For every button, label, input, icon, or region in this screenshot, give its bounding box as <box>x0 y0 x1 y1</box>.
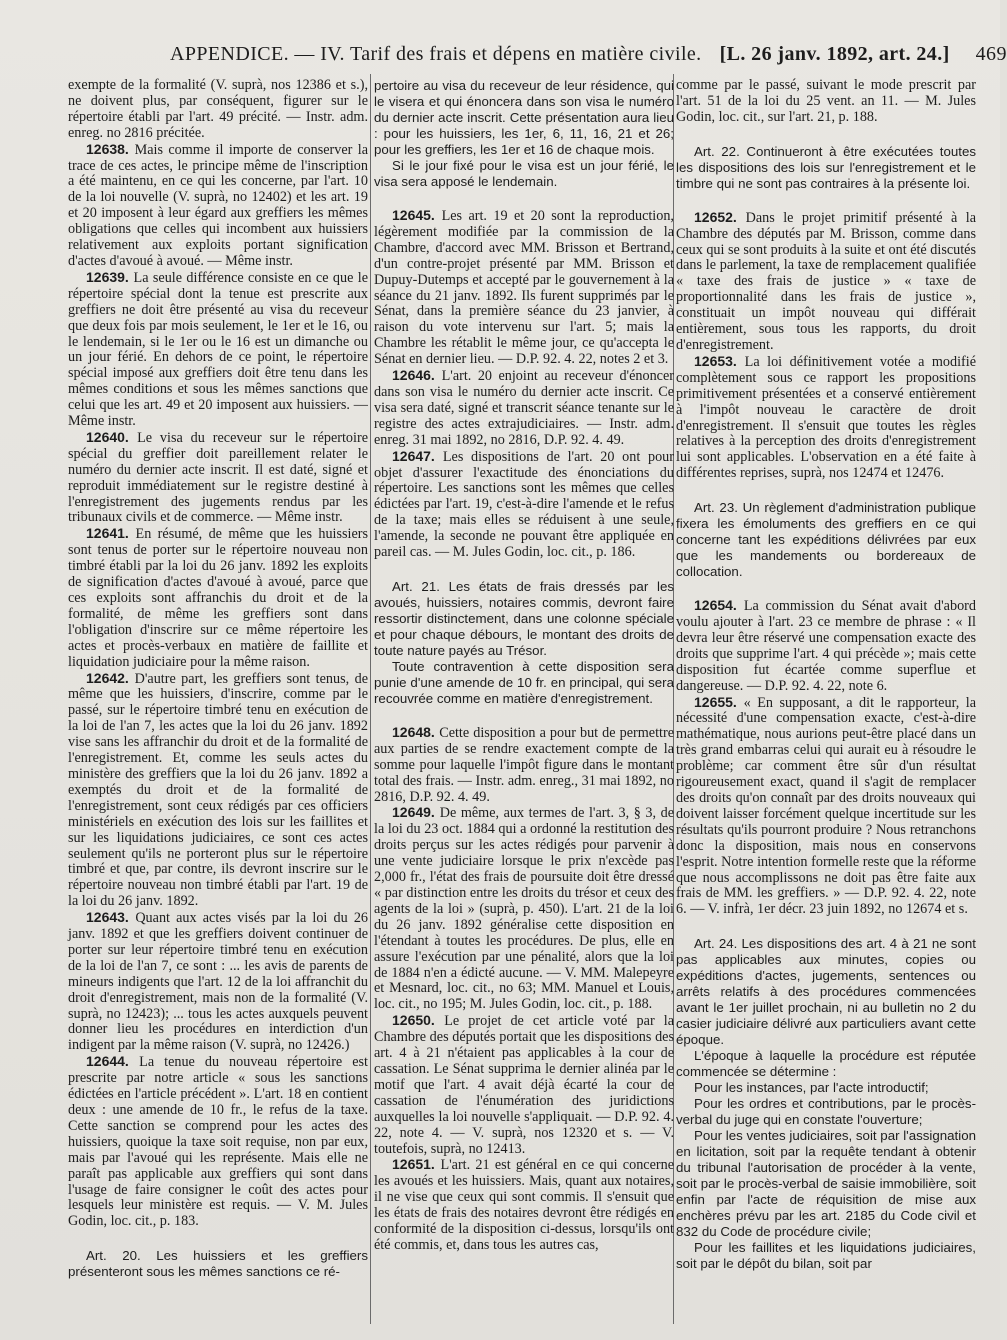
paragraph-text: L'art. 20 enjoint au receveur d'énoncer dans son visa le numéro du dernier acte inscrit. Ce visa sera daté, signé et transcrit séance tenante sur le registre des actes extrajudiciaires. — Instr. adm. enreg. 31 mai 1892, no 2816, D.P. 92. 4. 49. <box>374 368 674 448</box>
paragraph-text: pertoire au visa du receveur de leur résidence, qui le visera et qui énoncera dans son visa le numéro du dernier acte inscrit. Cette présentation aura lieu : pour les huissiers, les 1er, 6, 11, 16, 21 et 26; pour les greffiers, les 1er et 16 de chaque mois. <box>374 78 674 157</box>
paragraph-text: La tenue du nouveau répertoire est prescrite par notre article « sous les sanctions édictées en l'article précédent ». L'art. 18 en contient deux : une amende de 10 fr., le refus de la taxe. Cette sanction se comprend pour les actes des huissiers, quoique la taxe soit requise, non par eux, mais par l'avoué qui les représente. Mais elle ne paraît pas applicable aux greffiers qui sont dans l'usage de faire consigner le coût des actes pour lesquels leur ministère est requis. — V. M. Jules Godin, loc. cit., p. 183. <box>68 1054 368 1230</box>
paragraph-text: Les art. 19 et 20 sont la reproduction, légèrement modifiée par la commission de la Chambre, d'accord avec MM. Brisson et Bertrand, d'un contre-projet présenté par MM. Brisson et Dupuy-Dutemps et accepté par le gouvernement à la séance du 21 janv. 1892. Ils furent supprimés par le Sénat, dans la première séance du 23 janvier, à raison du vote intervenu sur l'art. 5; mais la Chambre les rétablit le même jour, ce qu'accepta le Sénat en dernier lieu. — D.P. 92. 4. 22, notes 2 et 3. <box>374 208 674 368</box>
section-gap <box>374 707 674 725</box>
paragraph-text: Mais comme il importe de conserver la trace de ces actes, le principe même de l'inscription a été maintenu, en ce qui les concerne, par l'art. 10 de la loi nouvelle (V. suprà, no 12402) et les art. 19 et 20 imposent à leur égard aux greffiers les mêmes obligations que celles qui incombent aux huissiers relativement aux exploits portant signification d'actes d'avoué à avoué. — Même instr. <box>68 141 369 269</box>
paragraph-text: D'autre part, les greffiers sont tenus, de même que les huissiers, d'inscrire, comme par le passé, sur le répertoire timbré tenu en exécution de la loi de l'an 7, les actes que la loi du 26 janv. 1892 vise sans les affranchir du droit et de la formalité de l'enregistrement. Et, comme les seuls actes du ministère des greffiers que la loi du 26 janv. 1892 a exemptés du droit et de la formalité de l'enregistrement, sont ceux rédigés par ces officiers ministériels en exécution des lois sur les faillites et sur les liquidations judiciaires, ce sont ces actes seulement qu'ils ne porteront plus sur le répertoire timbré et que, par contre, ils devront inscrire sur le répertoire nouveau non timbré établi par l'art. 19 de la loi du 26 janv. 1892. <box>68 670 368 910</box>
paragraph-text: « En supposant, a dit le rapporteur, la nécessité d'une compensation exacte, c'est-à-dire mathématique, nous aurions peut-être placé dans un très grand embarras celui qui aurait eu à résoudre le problème; car comment être sûr d'un résultat rigoureusement exact, quand il s'agit de remplacer des droits qu'on connaît par des droits nouveaux qui doivent laisser forcément quelque incertitude sur les résultats qu'ils pourront produire ? Nous retranchons donc la disposition, mais nous en conservons l'esprit. Notre intention formelle reste que la réforme que nous accomplissons ne doit pas être faite aux frais de MM. les greffiers. » — D.P. 92. 4. 22, note 6. — V. infrà, 1er décr. 23 juin 1892, no 12674 et s. <box>676 694 976 918</box>
commentary-paragraph <box>374 368 674 449</box>
text-column-right <box>676 78 976 1328</box>
law-reference: [L. 26 janv. 1892, art. 24.] <box>719 42 950 65</box>
paragraph-text: La seule différence consiste en ce que le répertoire spécial dont la tenue est prescrite aux greffiers ne doit être présenté au visa du receveur que deux fois par mois seulement, le 1er et le 16, ou le lendemain, si le 1er ou le 16 est un dimanche ou un jour férié. En dehors de ce point, le répertoire spécial imposé aux greffiers doit être tenu dans les mêmes conditions et sous les mêmes sanctions que celui que les art. 49 et 20 imposent aux huissiers. — Même instr. <box>68 269 368 430</box>
paragraph-text: comme par le passé, suivant le mode prescrit par l'art. 51 de la loi du 25 vent. an 11. — M. Jules Godin, loc. cit., sur l'art. 21, p. 188. <box>676 77 976 125</box>
paragraph-text: Quant aux actes visés par la loi du 26 janv. 1892 et que les greffiers doivent continuer de porter sur leur répertoire timbré tenu en exécution de la loi de l'an 7, ce sont : ... les avis de parents de mineurs indigents que l'art. 12 de la loi affranchit du droit d'enregistrement, mais non de la formalité (V. suprà, no 12423); ... tous les actes auxquels peuvent donner lieu les procédures en interdiction d'un indigent par la même raison (V. suprà, no 12426.) <box>68 910 369 1054</box>
running-title: APPENDICE. — IV. Tarif des frais et dépens en matière civile. <box>170 42 702 65</box>
commentary-paragraph <box>676 695 976 919</box>
paragraph-number: 12646. <box>392 367 442 384</box>
paragraph-text: exempte de la formalité (V. suprà, nos 12386 et s.), ne doivent plus, par conséquent, figurer sur le répertoire établi par l'art. 49 précité. — Instr. adm. enreg. no 2816 précitée. <box>68 77 368 141</box>
paragraph-text: Cette disposition a pour but de permettre aux parties de se rendre exactement compte de la somme pour laquelle l'impôt figure dans le montant total des frais. — Instr. adm. enreg., 31 mai 1892, no 2816, D.P. 92. 4. 49. <box>374 724 674 805</box>
law-article-text <box>374 158 674 190</box>
section-gap <box>374 561 674 579</box>
paragraph-text: Les états de frais dressés par les avoués, huissiers, notaires commis, devront faire ressortir distinctement, dans une colonne spéciale et pour chaque débours, le montant des droits de toute nature payés au Trésor. <box>374 578 674 658</box>
paragraph-text: Les dispositions de l'art. 20 ont pour objet d'assurer l'exactitude des énonciations du répertoire. Les sanctions sont les mêmes que celles édictées par l'art. 19, c'est-à-dire l'amende et le refus de la taxe; mais elles se réduisent à une seule, l'amende, la seconde ne pouvant être appliquée en pareil cas. — M. Jules Godin, loc. cit., p. 186. <box>374 448 674 561</box>
commentary-paragraph <box>676 210 976 354</box>
paragraph-number: 12643. <box>86 909 136 926</box>
commentary-paragraph <box>68 671 368 911</box>
paragraph-number: 12655. <box>694 693 744 710</box>
section-gap <box>676 918 976 936</box>
law-article-text <box>676 936 976 1048</box>
paragraph-number: 12653. <box>694 352 745 369</box>
paragraph-number: 12644. <box>86 1053 140 1070</box>
paragraph-text: Le projet de cet article voté par la Chambre des députés portait que les dispositions des art. 4 à 21 n'étaient pas applicables à la cour de cassation. Le Sénat supprima le dernier alinéa par le motif que l'art. 4 avait déjà écarté la cour de cassation de l'énumération des juridictions auxquelles la loi nouvelle s'appliquait. — D.P. 92. 4. 22, note 4. — V. suprà, nos 12320 et s. — V. toutefois, suprà, no 12413. <box>374 1013 674 1157</box>
commentary-paragraph <box>68 1054 368 1230</box>
section-gap <box>676 580 976 598</box>
article-label: Art. 20. <box>86 1248 157 1264</box>
paragraph-text: Le visa du receveur sur le répertoire spécial du greffier doit pareillement relater le numéro du dernier acte inscrit. Il est daté, signé et reproduit immédiatement sur le registre destiné à l'enregistrement des jugements rendus par les tribunaux civils et de commerce. — Même instr. <box>68 429 368 526</box>
paragraph-text: L'époque à laquelle la procédure est réputée commencée se détermine : <box>676 1048 976 1080</box>
paragraph-number: 12645. <box>392 207 442 223</box>
text-column-middle <box>374 78 674 1328</box>
law-article-text <box>374 78 674 158</box>
running-header <box>170 40 1007 68</box>
law-article-text <box>676 144 976 192</box>
paragraph-text: Les dispositions des art. 4 à 21 ne sont pas applicables aux minutes, copies ou expéditions d'actes, jugements, sentences ou arrêts relatifs à des procédures commencées avant le 1er juillet prochain, ni au bulletin no 2 du casier judiciaire délivré aux particuliers avant cette époque. <box>676 936 977 1048</box>
paragraph-text: Si le jour fixé pour le visa est un jour férié, le visa sera apposé le lendemain. <box>374 158 674 189</box>
paragraph-text: Pour les ordres et contributions, par le procès-verbal du juge qui en constate l'ouverture; <box>676 1096 976 1128</box>
commentary-paragraph <box>374 805 674 1013</box>
paragraph-text: Toute contravention à cette disposition sera punie d'une amende de 10 fr. en principal, qui sera recouvrée comme en matière d'enregistrement. <box>374 658 674 706</box>
law-article-text <box>676 1096 976 1128</box>
paragraph-text: Pour les faillites et les liquidations judiciaires, soit par le dépôt du bilan, soit par <box>676 1240 976 1272</box>
commentary-paragraph <box>68 430 368 526</box>
commentary-paragraph <box>374 725 674 806</box>
commentary-paragraph <box>676 78 976 126</box>
commentary-paragraph <box>676 598 976 694</box>
law-article-text <box>676 1240 976 1272</box>
paragraph-text: Un règlement d'administration publique fixera les émoluments des greffiers en ce qui concerne tant les expéditions délivrées par eux que les mandements ou bordereaux de collocation. <box>676 500 976 580</box>
paragraph-text: Dans le projet primitif présenté à la Chambre des députés par M. Brisson, comme dans ceux qui se sont produits à la suite et ont été discutés dans le parlement, la taxe de remplacement qualifiée « taxe des frais de justice » « taxe de proportionnalité dans les frais de justice », constituait un impôt nouveau qui différait entièrement, sous tous les rapports, du droit d'enregistrement. <box>676 209 976 353</box>
paragraph-text: Les huissiers et les greffiers présenteront sous les mêmes sanctions ce ré- <box>68 1248 368 1280</box>
column-rule <box>370 74 371 1324</box>
commentary-paragraph <box>68 78 368 142</box>
paragraph-number: 12640. <box>86 428 138 445</box>
paragraph-text: L'art. 21 est général en ce qui concerne les avoués et les huissiers. Mais, quant aux notaires, il ne vise que ceux qui sont commis. Il s'ensuit que les états de frais des notaires devront être rédigés en conformité de la disposition ci-dessus, lorsqu'ils ont été commis, et, dans tous les autres cas, <box>374 1157 675 1253</box>
section-gap <box>676 482 976 500</box>
law-article-text <box>374 579 674 659</box>
law-article-text <box>68 1248 368 1280</box>
paragraph-number: 12651. <box>392 1156 441 1173</box>
section-gap <box>676 126 976 144</box>
paragraph-number: 12647. <box>392 447 443 464</box>
paragraph-text: Pour les instances, par l'acte introductif; <box>694 1080 929 1096</box>
paragraph-number: 12638. <box>86 140 135 157</box>
article-label: Art. 22. <box>694 143 747 159</box>
paragraph-text: Continueront à être exécutées toutes les dispositions des lois sur l'enregistrement et le timbre qui ne sont pas contraires à la présente loi. <box>676 143 977 191</box>
article-label: Art. 21. <box>392 578 449 594</box>
paragraph-number: 12652. <box>694 208 746 225</box>
section-gap <box>374 190 674 208</box>
section-gap <box>676 192 976 210</box>
commentary-paragraph <box>68 270 368 430</box>
paragraph-text: La commission du Sénat avait d'abord voulu ajouter à l'art. 23 ce membre de phrase : « Il devra leur être réservé une compensation exacte des droits que supprime l'art. 4 qui précède »; mais cette disposition fut écartée comme superflue et dangereuse. — D.P. 92. 4. 22, note 6. <box>676 598 976 694</box>
page-number: 469 <box>975 42 1007 65</box>
commentary-paragraph <box>374 1157 674 1253</box>
paragraph-text: La loi définitivement votée a modifié complètement sous ce rapport les propositions primitivement présentées et a conservé entièrement à l'impôt nouveau le caractère de droit d'enregistrement. Il s'ensuit que toutes les règles relatives à la perception des droits d'enregistrement lui sont applicables. L'observation en a été faite à différentes reprises, suprà, nos 12474 et 12476. <box>676 353 976 482</box>
commentary-paragraph <box>68 142 368 270</box>
paragraph-number: 12648. <box>392 723 440 740</box>
law-article-text <box>374 659 674 707</box>
paragraph-number: 12654. <box>694 597 744 614</box>
commentary-paragraph <box>68 910 368 1054</box>
paragraph-number: 12649. <box>392 804 440 821</box>
article-label: Art. 23. <box>694 500 743 516</box>
commentary-paragraph <box>68 526 368 670</box>
commentary-paragraph <box>374 208 674 368</box>
article-label: Art. 24. <box>694 936 742 952</box>
commentary-paragraph <box>676 354 976 482</box>
paragraph-number: 12650. <box>392 1012 445 1029</box>
text-column-left <box>68 78 368 1328</box>
law-article-text <box>676 500 976 580</box>
paragraph-number: 12642. <box>86 669 135 686</box>
section-gap <box>68 1230 368 1248</box>
law-article-text <box>676 1128 976 1240</box>
law-article-text <box>676 1080 976 1096</box>
paragraph-number: 12641. <box>86 525 136 542</box>
law-article-text <box>676 1048 976 1080</box>
commentary-paragraph <box>374 1013 674 1157</box>
paragraph-text: En résumé, de même que les huissiers sont tenus de porter sur le répertoire nouveau non timbré établi par la loi du 26 janv. 1892 les exploits de signification d'actes d'avoué à avoué, parce que ces exploits sont affranchis du droit et de la formalité, de même les greffiers sont dans l'obligation d'inscrire sur ce même répertoire les actes et procès-verbaux en matière de faillite et liquidation judiciaire pour la même raison. <box>68 526 369 670</box>
paragraph-number: 12639. <box>86 268 134 285</box>
paragraph-text: De même, aux termes de l'art. 3, § 3, de la loi du 23 oct. 1884 qui a ordonné la restitution des droits perçus sur les actes rédigés pour parvenir à une vente judiciaire lorsque le prix n'excède pas 2,000 fr., l'état des frais de poursuite doit être dressé « par distinction entre les droits du trésor et ceux des agents de la loi » (suprà, p. 450). L'art. 21 de la loi du 26 janv. 1892 généralise cette disposition en l'étendant à toutes les procédures. De plus, elle en assure l'exécution par une pénalité, alors que la loi de 1884 n'en a édicté aucune. — V. MM. Malepeyre et Mesnard, loc. cit., no 63; MM. Manuel et Louis, loc. cit., no 195; M. Jules Godin, loc. cit., p. 188. <box>374 805 674 1013</box>
commentary-paragraph <box>374 449 674 561</box>
paragraph-text: Pour les ventes judiciaires, soit par l'assignation en licitation, soit par la requête tendant à obtenir du tribunal l'autorisation de procéder à la vente, soit par le procès-verbal de saisie immobilière, soit enfin par l'acte de réquisition de mise aux enchères prévu par les art. 2185 du Code civil et 832 du Code de procédure civile; <box>676 1128 976 1240</box>
